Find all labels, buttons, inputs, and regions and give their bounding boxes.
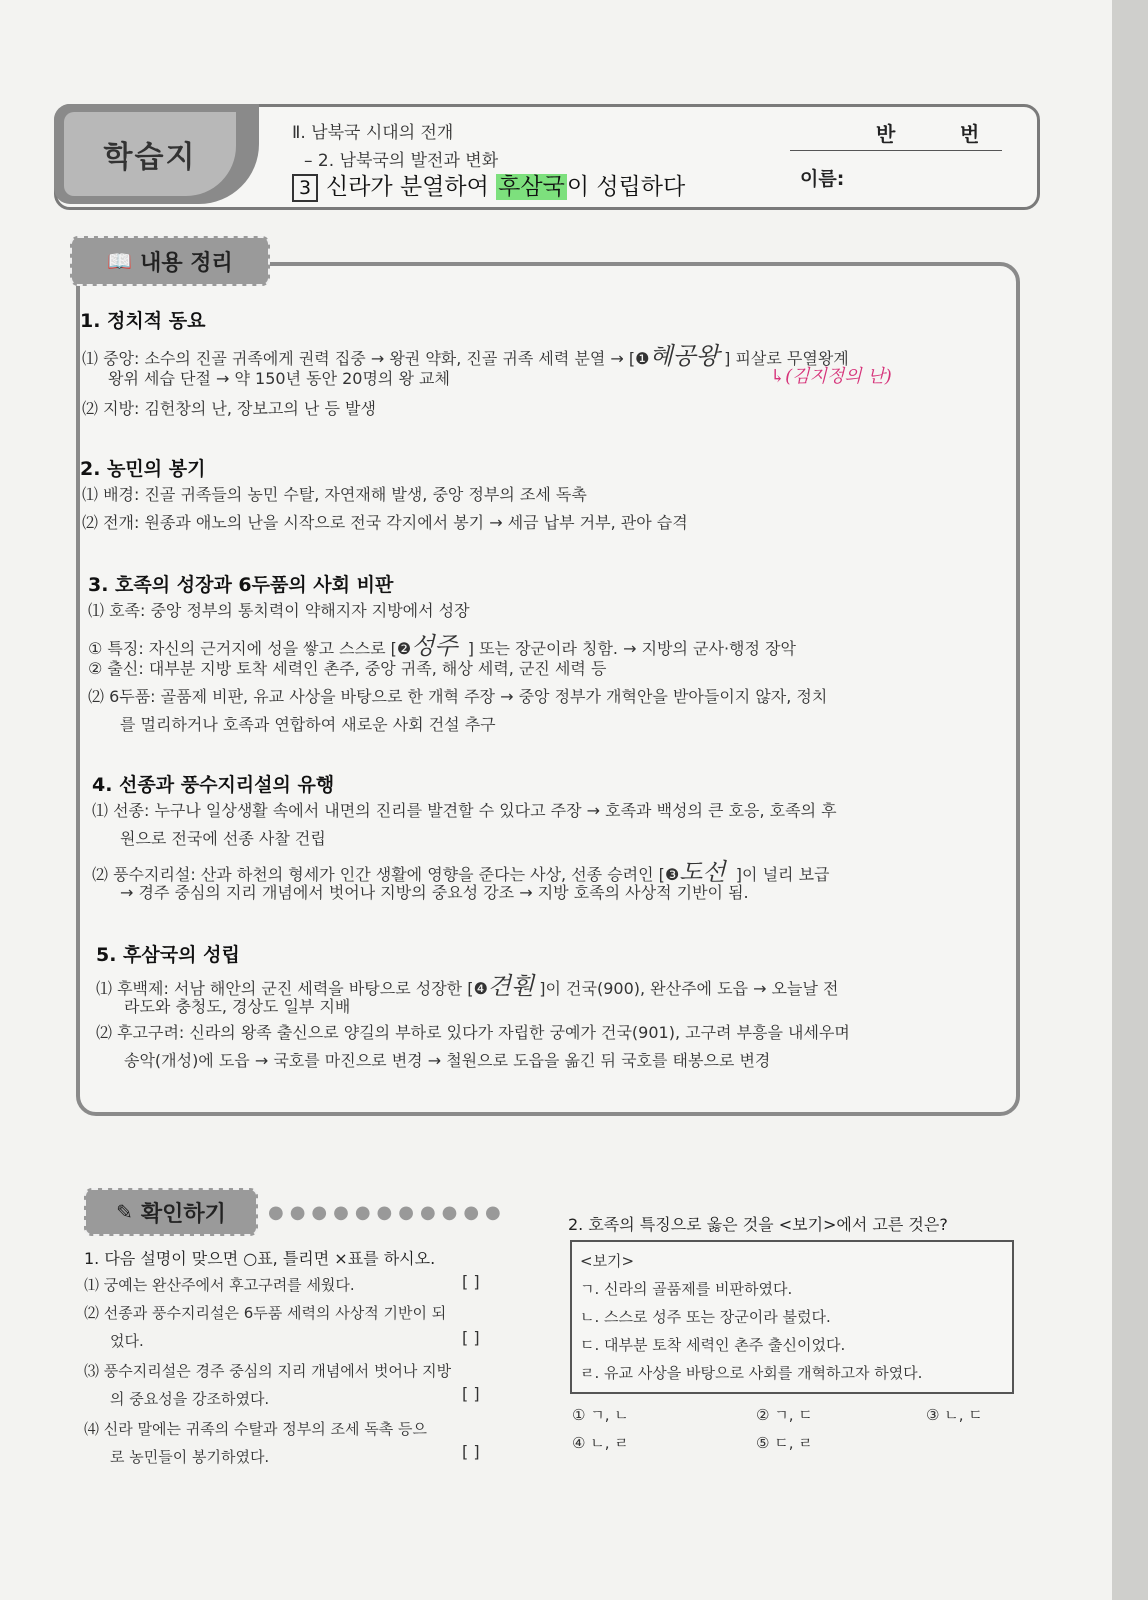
answer-bracket-3[interactable]: [ ] bbox=[462, 1384, 480, 1403]
bogi-label: <보기> bbox=[580, 1252, 635, 1270]
bogi-item-1: ㄱ. 신라의 골품제를 비판하였다. bbox=[580, 1280, 793, 1298]
s4-line-3b: ]이 널리 보급 bbox=[735, 865, 830, 884]
section-1-title: 1. 정치적 동요 bbox=[80, 310, 206, 332]
lesson-title bbox=[292, 168, 685, 202]
choice-5[interactable]: ⑤ ㄷ, ㄹ bbox=[756, 1434, 813, 1452]
s1-line-3: ⑵ 지방: 김헌창의 난, 장보고의 난 등 발생 bbox=[82, 399, 376, 418]
s3-line-3: ② 출신: 대부분 지방 토착 세력인 촌주, 중앙 귀족, 해상 세력, 군진 세력 등 bbox=[88, 659, 607, 678]
q2-title: 2. 호족의 특징으로 옳은 것을 <보기>에서 고른 것은? bbox=[568, 1215, 948, 1234]
s5-line-3: ⑵ 후고구려: 신라의 왕족 출신으로 양길의 부하로 있다가 자립한 궁예가 건국(901), 고구려 부흥을 내세우며 bbox=[96, 1023, 850, 1042]
s3-line-5: 를 멀리하거나 호족과 연합하여 새로운 사회 건설 추구 bbox=[120, 715, 496, 734]
pencil-icon: ✎ bbox=[116, 1200, 133, 1224]
blank-2-number: ❷ bbox=[396, 639, 412, 658]
lesson-title-pre: 신라가 분열하여 bbox=[326, 174, 497, 200]
bogi-item-2: ㄴ. 스스로 성주 또는 장군이라 불렀다. bbox=[580, 1308, 831, 1326]
blank-4-number: ❹ bbox=[473, 979, 488, 998]
summary-tag-label: 내용 정리 bbox=[140, 250, 233, 276]
lesson-title-post: 이 성립하다 bbox=[566, 174, 686, 200]
s1-line-1a: ⑴ 중앙: 소수의 진골 귀족에게 권력 집중 → 왕권 약화, 진골 귀족 세력 분열 → [ bbox=[82, 349, 636, 368]
s3-line-2a: ① 특징: 자신의 근거지에 성을 쌓고 스스로 [ bbox=[88, 639, 397, 658]
subunit-title: – 2. 남북국의 발전과 변화 bbox=[304, 151, 499, 171]
section-3-title: 3. 호족의 성장과 6두품의 사회 비판 bbox=[88, 574, 394, 596]
s5-line-1b: ]이 건국(900), 완산주에 도읍 → 오늘날 전 bbox=[539, 979, 839, 998]
answer-bracket-2[interactable]: [ ] bbox=[462, 1328, 480, 1347]
q1-item-3a: ⑶ 풍수지리설은 경주 중심의 지리 개념에서 벗어나 지방 bbox=[84, 1362, 452, 1380]
s3-line-1: ⑴ 호족: 중앙 정부의 통치력이 약해지자 지방에서 성장 bbox=[88, 601, 470, 620]
q1-item-3b: 의 중요성을 강조하였다. bbox=[110, 1390, 270, 1408]
header-tab-label-box bbox=[64, 112, 236, 196]
lesson-number: 3 bbox=[292, 174, 318, 202]
s4-line-4: → 경주 중심의 지리 개념에서 벗어나 지방의 중요성 강조 → 지방 호족의 사상적 기반이 됨. bbox=[120, 883, 749, 902]
check-tag bbox=[84, 1188, 258, 1236]
number-label: 번 bbox=[960, 122, 980, 146]
choice-1[interactable]: ① ㄱ, ㄴ bbox=[572, 1406, 629, 1424]
page-edge bbox=[1112, 0, 1148, 1600]
s5-line-1a: ⑴ 후백제: 서남 해안의 군진 세력을 바탕으로 성장한 [ bbox=[96, 979, 474, 998]
blank-3-answer: 도선 bbox=[679, 858, 726, 886]
bogi-item-3: ㄷ. 대부분 토착 세력인 촌주 출신이었다. bbox=[580, 1336, 846, 1354]
name-label: 이름: bbox=[800, 168, 845, 190]
worksheet-label: 학습지 bbox=[103, 140, 197, 175]
s3-line-4: ⑵ 6두품: 골품제 비판, 유교 사상을 바탕으로 한 개혁 주장 → 중앙 정부가 개혁안을 받아들이지 않자, 정치 bbox=[88, 687, 828, 706]
handwritten-note: ↳(김지정의 난) bbox=[770, 366, 892, 387]
q1-item-2b: 었다. bbox=[110, 1332, 144, 1350]
check-tag-label: 확인하기 bbox=[140, 1201, 226, 1227]
choice-3[interactable]: ③ ㄴ, ㄷ bbox=[926, 1406, 983, 1424]
blank-3-number: ❸ bbox=[664, 865, 680, 884]
s4-line-3a: ⑵ 풍수지리설: 산과 하천의 형세가 인간 생활에 영향을 준다는 사상, 선종 승려인 [ bbox=[92, 865, 665, 884]
section-5-title: 5. 후삼국의 성립 bbox=[96, 944, 240, 966]
s2-line-2: ⑵ 전개: 원종과 애노의 난을 시작으로 전국 각지에서 봉기 → 세금 납부 거부, 관아 습격 bbox=[82, 513, 688, 532]
unit-title: Ⅱ. 남북국 시대의 전개 bbox=[292, 123, 454, 143]
blank-1-answer: 혜공왕 bbox=[649, 342, 720, 370]
book-icon: 📖 bbox=[107, 249, 133, 273]
dotted-divider: ●●●●●●●●●●● bbox=[268, 1202, 507, 1223]
s5-line-4: 송악(개성)에 도읍 → 국호를 마진으로 변경 → 철원으로 도읍을 옮긴 뒤 국호를 태봉으로 변경 bbox=[124, 1051, 771, 1070]
s5-line-2: 라도와 충청도, 경상도 일부 지배 bbox=[124, 997, 351, 1016]
s4-line-1: ⑴ 선종: 누구나 일상생활 속에서 내면의 진리를 발견할 수 있다고 주장 → 호족과 백성의 큰 호응, 호족의 후 bbox=[92, 801, 837, 820]
lesson-title-highlight: 후삼국 bbox=[498, 174, 565, 200]
s3-line-2b: ] 또는 장군이라 칭함. → 지방의 군사·행정 장악 bbox=[467, 639, 796, 658]
q1-item-2a: ⑵ 선종과 풍수지리설은 6두품 세력의 사상적 기반이 되 bbox=[84, 1304, 447, 1322]
blank-2-answer: 성주 bbox=[411, 632, 458, 660]
choice-2[interactable]: ② ㄱ, ㄷ bbox=[756, 1406, 813, 1424]
section-2-title: 2. 농민의 봉기 bbox=[80, 458, 206, 480]
q1-item-1: ⑴ 궁예는 완산주에서 후고구려를 세웠다. bbox=[84, 1276, 355, 1294]
class-line bbox=[790, 150, 1002, 151]
choice-4[interactable]: ④ ㄴ, ㄹ bbox=[572, 1434, 629, 1452]
s1-line-1b: ] 피살로 무열왕계 bbox=[724, 349, 849, 368]
section-4-title: 4. 선종과 풍수지리설의 유행 bbox=[92, 774, 335, 796]
class-label: 반 bbox=[876, 122, 896, 146]
q1-item-4a: ⑷ 신라 말에는 귀족의 수탈과 정부의 조세 독촉 등으 bbox=[84, 1420, 427, 1438]
blank-1-number: ❶ bbox=[635, 349, 650, 368]
bogi-item-4: ㄹ. 유교 사상을 바탕으로 사회를 개혁하고자 하였다. bbox=[580, 1364, 923, 1382]
s4-line-2: 원으로 전국에 선종 사찰 건립 bbox=[120, 829, 326, 848]
s2-line-1: ⑴ 배경: 진골 귀족들의 농민 수탈, 자연재해 발생, 중앙 정부의 조세 독촉 bbox=[82, 485, 587, 504]
q1-title: 1. 다음 설명이 맞으면 ○표, 틀리면 ×표를 하시오. bbox=[84, 1249, 436, 1268]
s1-line-2: 왕위 세습 단절 → 약 150년 동안 20명의 왕 교체 bbox=[108, 369, 450, 388]
answer-bracket-1[interactable]: [ ] bbox=[462, 1272, 480, 1291]
q1-item-4b: 로 농민들이 봉기하였다. bbox=[110, 1448, 270, 1466]
blank-4-answer: 견훤 bbox=[487, 972, 535, 1000]
answer-bracket-4[interactable]: [ ] bbox=[462, 1442, 480, 1461]
summary-tag bbox=[70, 236, 270, 286]
